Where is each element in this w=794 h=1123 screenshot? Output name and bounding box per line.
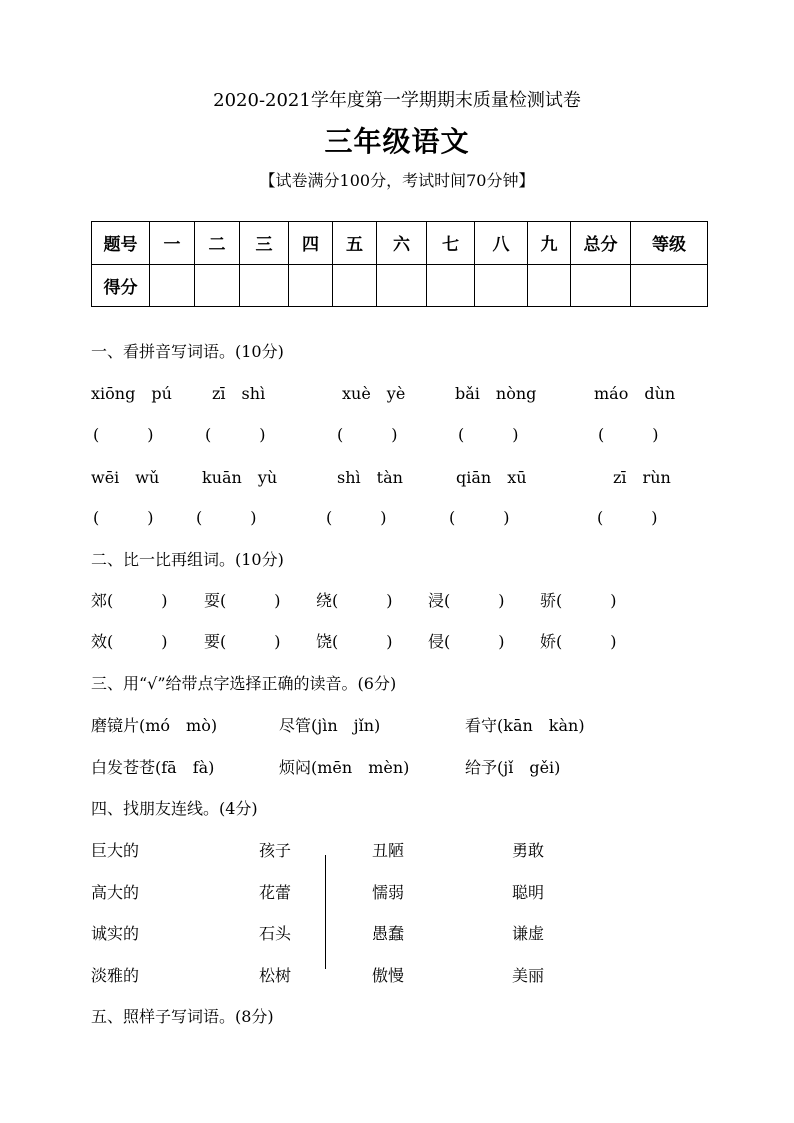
compare-item[interactable]: 骄( ) — [540, 591, 617, 610]
table-cell: 六 — [377, 222, 427, 265]
table-cell: 题号 — [92, 222, 150, 265]
score-cell[interactable] — [240, 264, 289, 307]
score-cell[interactable] — [195, 264, 240, 307]
score-cell[interactable] — [528, 264, 571, 307]
match-item[interactable]: 愚蠢 — [372, 924, 405, 943]
subject-title: 三年级语文 — [324, 125, 470, 158]
table-cell: 四 — [289, 222, 333, 265]
match-item[interactable]: 孩子 — [259, 841, 292, 860]
score-cell[interactable] — [427, 264, 475, 307]
table-cell: 七 — [427, 222, 475, 265]
pinyin-item: zī rùn — [613, 468, 671, 487]
answer-blank[interactable]: ( ) — [598, 425, 659, 444]
pinyin-item: wēi wǔ — [91, 468, 160, 487]
answer-blank[interactable]: ( ) — [93, 508, 154, 527]
table-cell: 三 — [240, 222, 289, 265]
match-item[interactable]: 巨大的 — [91, 841, 140, 860]
compare-item[interactable]: 要( ) — [204, 632, 281, 651]
reading-choice[interactable]: 看守(kān kàn) — [465, 716, 585, 735]
pinyin-item: kuān yù — [202, 468, 278, 487]
section3-heading: 三、用“√”给带点字选择正确的读音。(6分) — [91, 674, 397, 693]
match-item[interactable]: 傲慢 — [372, 966, 405, 985]
table-cell: 五 — [333, 222, 377, 265]
score-cell[interactable] — [289, 264, 333, 307]
compare-item[interactable]: 浸( ) — [428, 591, 505, 610]
compare-item[interactable]: 效( ) — [91, 632, 168, 651]
match-item[interactable]: 花蕾 — [259, 883, 292, 902]
compare-item[interactable]: 娇( ) — [540, 632, 617, 651]
section1-heading: 一、看拼音写词语。(10分) — [91, 342, 284, 361]
score-cell[interactable] — [333, 264, 377, 307]
answer-blank[interactable]: ( ) — [196, 508, 257, 527]
table-cell: 得分 — [92, 264, 150, 307]
pinyin-item: máo dùn — [594, 384, 676, 403]
compare-item[interactable]: 郊( ) — [91, 591, 168, 610]
match-item[interactable]: 淡雅的 — [91, 966, 140, 985]
score-table-header-row — [92, 222, 708, 265]
pinyin-item: shì tàn — [337, 468, 403, 487]
reading-choice[interactable]: 磨镜片(mó mò) — [91, 716, 218, 735]
score-cell[interactable] — [631, 264, 708, 307]
table-cell: 等级 — [631, 222, 708, 265]
score-cell[interactable] — [150, 264, 195, 307]
score-table-score-row — [92, 264, 708, 307]
match-item[interactable]: 勇敢 — [512, 841, 545, 860]
pinyin-item: bǎi nòng — [455, 384, 537, 403]
match-item[interactable]: 丑陋 — [372, 841, 405, 860]
section2-heading: 二、比一比再组词。(10分) — [91, 550, 284, 569]
match-item[interactable]: 石头 — [259, 924, 292, 943]
match-item[interactable]: 高大的 — [91, 883, 140, 902]
score-cell[interactable] — [571, 264, 631, 307]
answer-blank[interactable]: ( ) — [597, 508, 658, 527]
match-item[interactable]: 诚实的 — [91, 924, 140, 943]
match-item[interactable]: 聪明 — [512, 883, 545, 902]
score-table — [91, 221, 708, 307]
match-item[interactable]: 松树 — [259, 966, 292, 985]
compare-item[interactable]: 绕( ) — [316, 591, 393, 610]
table-cell: 一 — [150, 222, 195, 265]
score-cell[interactable] — [475, 264, 528, 307]
exam-note: 【试卷满分100分，考试时间70分钟】 — [259, 171, 535, 190]
table-cell: 八 — [475, 222, 528, 265]
section4-heading: 四、找朋友连线。(4分) — [91, 799, 258, 818]
section5-heading: 五、照样子写词语。(8分) — [91, 1007, 274, 1026]
compare-item[interactable]: 耍( ) — [204, 591, 281, 610]
pinyin-item: xiōng pú — [91, 384, 172, 403]
answer-blank[interactable]: ( ) — [205, 425, 266, 444]
reading-choice[interactable]: 白发苍苍(fā fà) — [91, 758, 215, 777]
pinyin-item: zī shì — [212, 384, 266, 403]
compare-item[interactable]: 侵( ) — [428, 632, 505, 651]
reading-choice[interactable]: 尽管(jìn jǐn) — [279, 716, 381, 735]
table-cell: 九 — [528, 222, 571, 265]
score-cell[interactable] — [377, 264, 427, 307]
divider-line — [325, 855, 326, 969]
match-item[interactable]: 美丽 — [512, 966, 545, 985]
match-item[interactable]: 谦虚 — [512, 924, 545, 943]
table-cell: 二 — [195, 222, 240, 265]
compare-item[interactable]: 饶( ) — [316, 632, 393, 651]
match-item[interactable]: 懦弱 — [372, 883, 405, 902]
answer-blank[interactable]: ( ) — [93, 425, 154, 444]
reading-choice[interactable]: 给予(jǐ gěi) — [465, 758, 561, 777]
answer-blank[interactable]: ( ) — [337, 425, 398, 444]
answer-blank[interactable]: ( ) — [458, 425, 519, 444]
table-cell: 总分 — [571, 222, 631, 265]
answer-blank[interactable]: ( ) — [326, 508, 387, 527]
answer-blank[interactable]: ( ) — [449, 508, 510, 527]
reading-choice[interactable]: 烦闷(mēn mèn) — [279, 758, 410, 777]
pinyin-item: xuè yè — [342, 384, 406, 403]
pinyin-item: qiān xū — [456, 468, 527, 487]
exam-title: 2020-2021学年度第一学期期末质量检测试卷 — [213, 90, 581, 111]
